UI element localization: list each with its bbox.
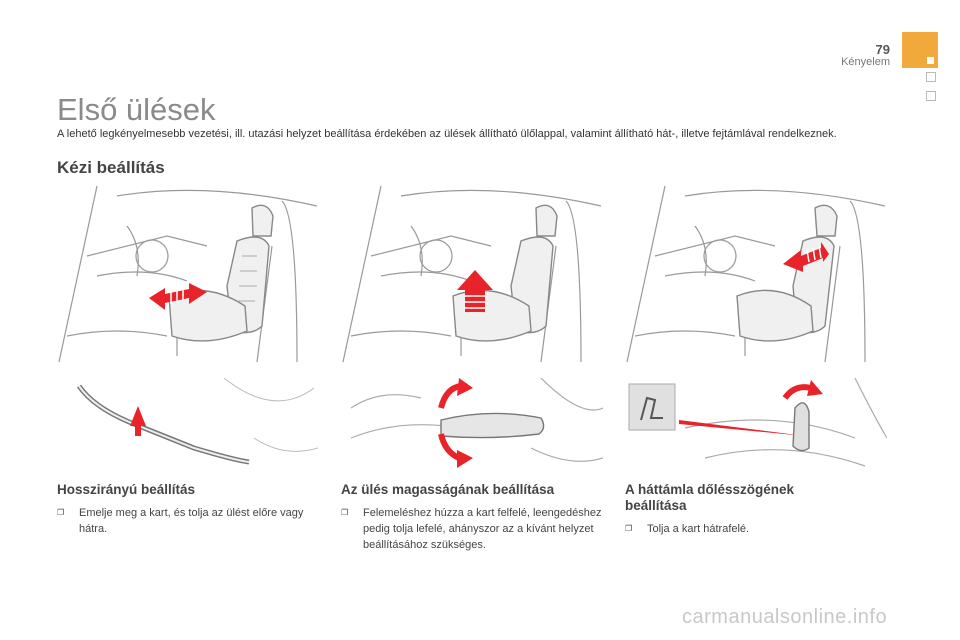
longitudinal-heading: Hosszirányú beállítás [57, 482, 196, 497]
backrest-angle-illustration [625, 186, 887, 362]
backrest-lever-detail [625, 378, 887, 470]
checkbox-bullet-icon: ❐ [57, 508, 65, 517]
height-instruction: ❐ Felemeléshez húzza a kart felfelé, leengedéshez pedig tolja lefelé, ahányszor az a kívánt helyzet beállításához szükséges. [341, 507, 602, 551]
section-subtitle: Kézi beállítás [57, 158, 165, 177]
chapter-tab [926, 72, 936, 82]
intro-paragraph: A lehető legkényelmesebb vezetési, ill. utazási helyzet beállítása érdekében az ülések állítható ülőlappal, valamint állítható hát-, illetve fejtámlával rendelkeznek. [57, 128, 837, 140]
page-number: 79 [875, 42, 890, 57]
watermark: carmanualsonline.info [682, 606, 888, 628]
longitudinal-instruction: ❐ Emelje meg a kart, és tolja az ülést előre vagy hátra. [57, 507, 304, 535]
backrest-instruction: ❐ Tolja a kart hátrafelé. [625, 523, 750, 535]
backrest-heading: A háttámla dőlésszögének beállítása [625, 482, 795, 513]
section-name: Kényelem [841, 56, 890, 68]
seat-longitudinal-illustration [57, 186, 319, 362]
chapter-tab [926, 91, 936, 101]
height-heading: Az ülés magasságának beállítása [341, 482, 555, 497]
page-title: Első ülések [57, 92, 216, 127]
height-lever-detail [341, 378, 603, 470]
chapter-tab-active [902, 32, 938, 68]
checkbox-bullet-icon: ❐ [341, 508, 349, 517]
checkbox-bullet-icon: ❐ [625, 524, 633, 533]
seat-height-illustration [341, 186, 603, 362]
front-lever-detail [74, 378, 318, 470]
